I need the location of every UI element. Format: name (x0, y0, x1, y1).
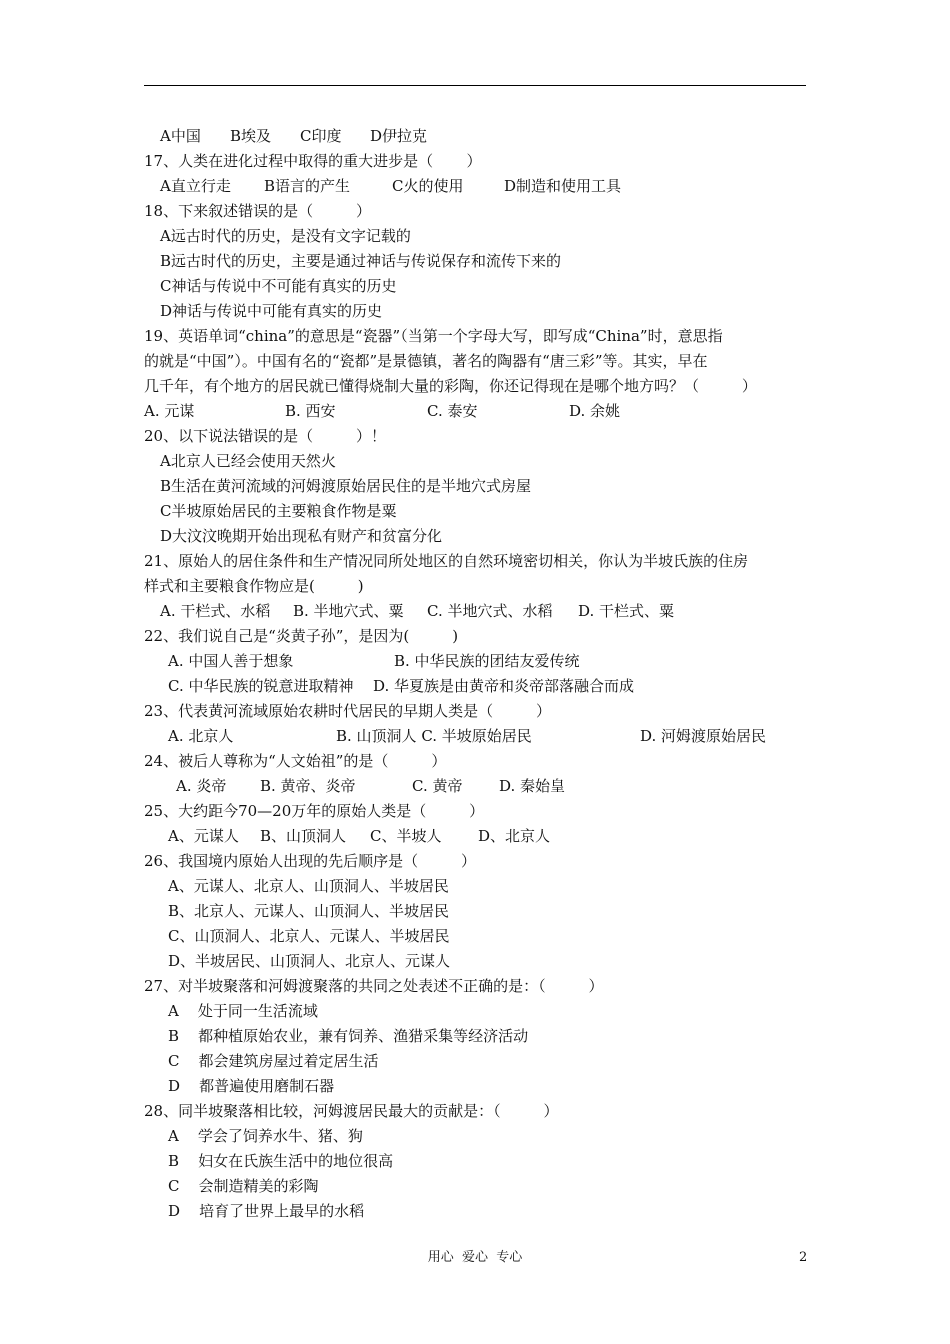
q25-option-d: D、北京人 (478, 827, 551, 845)
q23-option-a: A. 北京人 (168, 727, 234, 745)
q20-stem: 20、以下说法错误的是（ ）！ (144, 427, 387, 445)
q26-option-a: A、元谋人、北京人、山顶洞人、半坡居民 (168, 877, 449, 895)
q21-option-c: C. 半地穴式、水稻 (427, 602, 553, 620)
q25-option-b: B、山顶洞人 (260, 827, 347, 845)
q20-option-c: C半坡原始居民的主要粮食作物是粟 (160, 502, 397, 520)
q28-option-a: A 学会了饲养水牛、猪、狗 (168, 1127, 363, 1145)
q18-option-b: B远古时代的历史，主要是通过神话与传说保存和流传下来的 (160, 252, 562, 270)
q19-options (144, 402, 824, 420)
q27-option-c: C 都会建筑房屋过着定居生活 (168, 1052, 379, 1070)
q24-options (176, 777, 856, 795)
q26-option-d: D、半坡居民、山顶洞人、北京人、元谋人 (168, 952, 451, 970)
q27-option-d: D 都普遍使用磨制石器 (168, 1077, 335, 1095)
header-rule (144, 85, 806, 86)
q19-option-b: B. 西安 (285, 402, 336, 420)
q16-option-b: B埃及 (230, 127, 272, 145)
page-footer: 用心 爱心 专心 (427, 1250, 523, 1265)
q22-stem: 22、我们说自己是“炎黄子孙”，是因为( ) (144, 627, 459, 645)
q22-option-b: B. 中华民族的团结友爱传统 (394, 652, 580, 670)
q18-option-c: C神话与传说中不可能有真实的历史 (160, 277, 397, 295)
q20-option-b: B生活在黄河流域的河姆渡原始居民住的是半地穴式房屋 (160, 477, 532, 495)
q19-stem-line-1: 19、英语单词“china”的意思是“瓷器”（当第一个字母大写，即写成“China”时，意思指 (144, 327, 723, 345)
q18-stem: 18、下来叙述错误的是（ ） (144, 202, 372, 220)
q25-option-c: C、半坡人 (370, 827, 442, 845)
q28-option-b: B 妇女在氏族生活中的地位很高 (168, 1152, 394, 1170)
q19-option-a: A. 元谋 (144, 402, 195, 420)
q17-stem: 17、人类在进化过程中取得的重大进步是（ ） (144, 152, 482, 170)
q21-options (160, 602, 840, 620)
q22-options-row-1 (168, 652, 848, 670)
q23-stem: 23、代表黄河流域原始农耕时代居民的早期人类是（ ） (144, 702, 552, 720)
q21-option-a: A. 干栏式、水稻 (160, 602, 271, 620)
q17-option-d: D制造和使用工具 (504, 177, 622, 195)
q16-options (160, 127, 840, 145)
q20-option-d: D大汶汶晚期开始出现私有财产和贫富分化 (160, 527, 443, 545)
q22-option-d: D. 华夏族是由黄帝和炎帝部落融合而成 (373, 677, 635, 695)
q21-stem-line-2: 样式和主要粮食作物应是( ) (144, 577, 364, 595)
q18-option-a: A远古时代的历史，是没有文字记载的 (160, 227, 411, 245)
q21-option-d: D. 干栏式、粟 (578, 602, 675, 620)
q23-option-d: D. 河姆渡原始居民 (640, 727, 767, 745)
page-number: 2 (799, 1250, 808, 1265)
q25-options (168, 827, 848, 845)
q17-option-c: C火的使用 (392, 177, 464, 195)
q27-stem: 27、对半坡聚落和河姆渡聚落的共同之处表述不正确的是：（ ） (144, 977, 604, 995)
q28-stem: 28、同半坡聚落相比较，河姆渡居民最大的贡献是：（ ） (144, 1102, 559, 1120)
q17-option-a: A直立行走 (160, 177, 231, 195)
q25-stem: 25、大约距今70—20万年的原始人类是（ ） (144, 802, 485, 820)
q19-option-c: C. 泰安 (427, 402, 478, 420)
q28-option-d: D 培育了世界上最早的水稻 (168, 1202, 365, 1220)
q23-option-b-c: B. 山顶洞人 C. 半坡原始居民 (336, 727, 532, 745)
q16-option-d: D伊拉克 (370, 127, 428, 145)
q27-option-a: A 处于同一生活流域 (168, 1002, 318, 1020)
q20-option-a: A北京人已经会使用天然火 (160, 452, 336, 470)
q24-option-a: A. 炎帝 (176, 777, 227, 795)
q26-option-b: B、北京人、元谋人、山顶洞人、半坡居民 (168, 902, 450, 920)
q19-stem-line-2: 的就是“中国”）。中国有名的“瓷都”是景德镇，著名的陶器有“唐三彩”等。其实，早在 (144, 352, 708, 370)
q27-option-b: B 都种植原始农业，兼有饲养、渔猎采集等经济活动 (168, 1027, 529, 1045)
q24-stem: 24、被后人尊称为“人文始祖”的是（ ） (144, 752, 447, 770)
q24-option-d: D. 秦始皇 (499, 777, 566, 795)
q17-option-b: B语言的产生 (264, 177, 351, 195)
q18-option-d: D神话与传说中可能有真实的历史 (160, 302, 383, 320)
q16-option-a: A中国 (160, 127, 201, 145)
q23-options (168, 727, 848, 745)
q19-option-d: D. 余姚 (569, 402, 621, 420)
q25-option-a: A、元谋人 (168, 827, 239, 845)
q21-stem-line-1: 21、原始人的居住条件和生产情况同所处地区的自然环境密切相关，你认为半坡氏族的住房 (144, 552, 749, 570)
q24-option-c: C. 黄帝 (412, 777, 463, 795)
q24-option-b: B. 黄帝、炎帝 (260, 777, 356, 795)
q22-options-row-2 (168, 677, 848, 695)
q28-option-c: C 会制造精美的彩陶 (168, 1177, 319, 1195)
q26-stem: 26、我国境内原始人出现的先后顺序是（ ） (144, 852, 477, 870)
q19-stem-line-3: 几千年，有个地方的居民就已懂得烧制大量的彩陶，你还记得现在是哪个地方吗？（ ） (144, 377, 757, 395)
q26-option-c: C、山顶洞人、北京人、元谋人、半坡居民 (168, 927, 450, 945)
q17-options (160, 177, 840, 195)
q16-option-c: C印度 (300, 127, 342, 145)
q22-option-a: A. 中国人善于想象 (168, 652, 294, 670)
q21-option-b: B. 半地穴式、粟 (293, 602, 404, 620)
q22-option-c: C. 中华民族的锐意进取精神 (168, 677, 354, 695)
